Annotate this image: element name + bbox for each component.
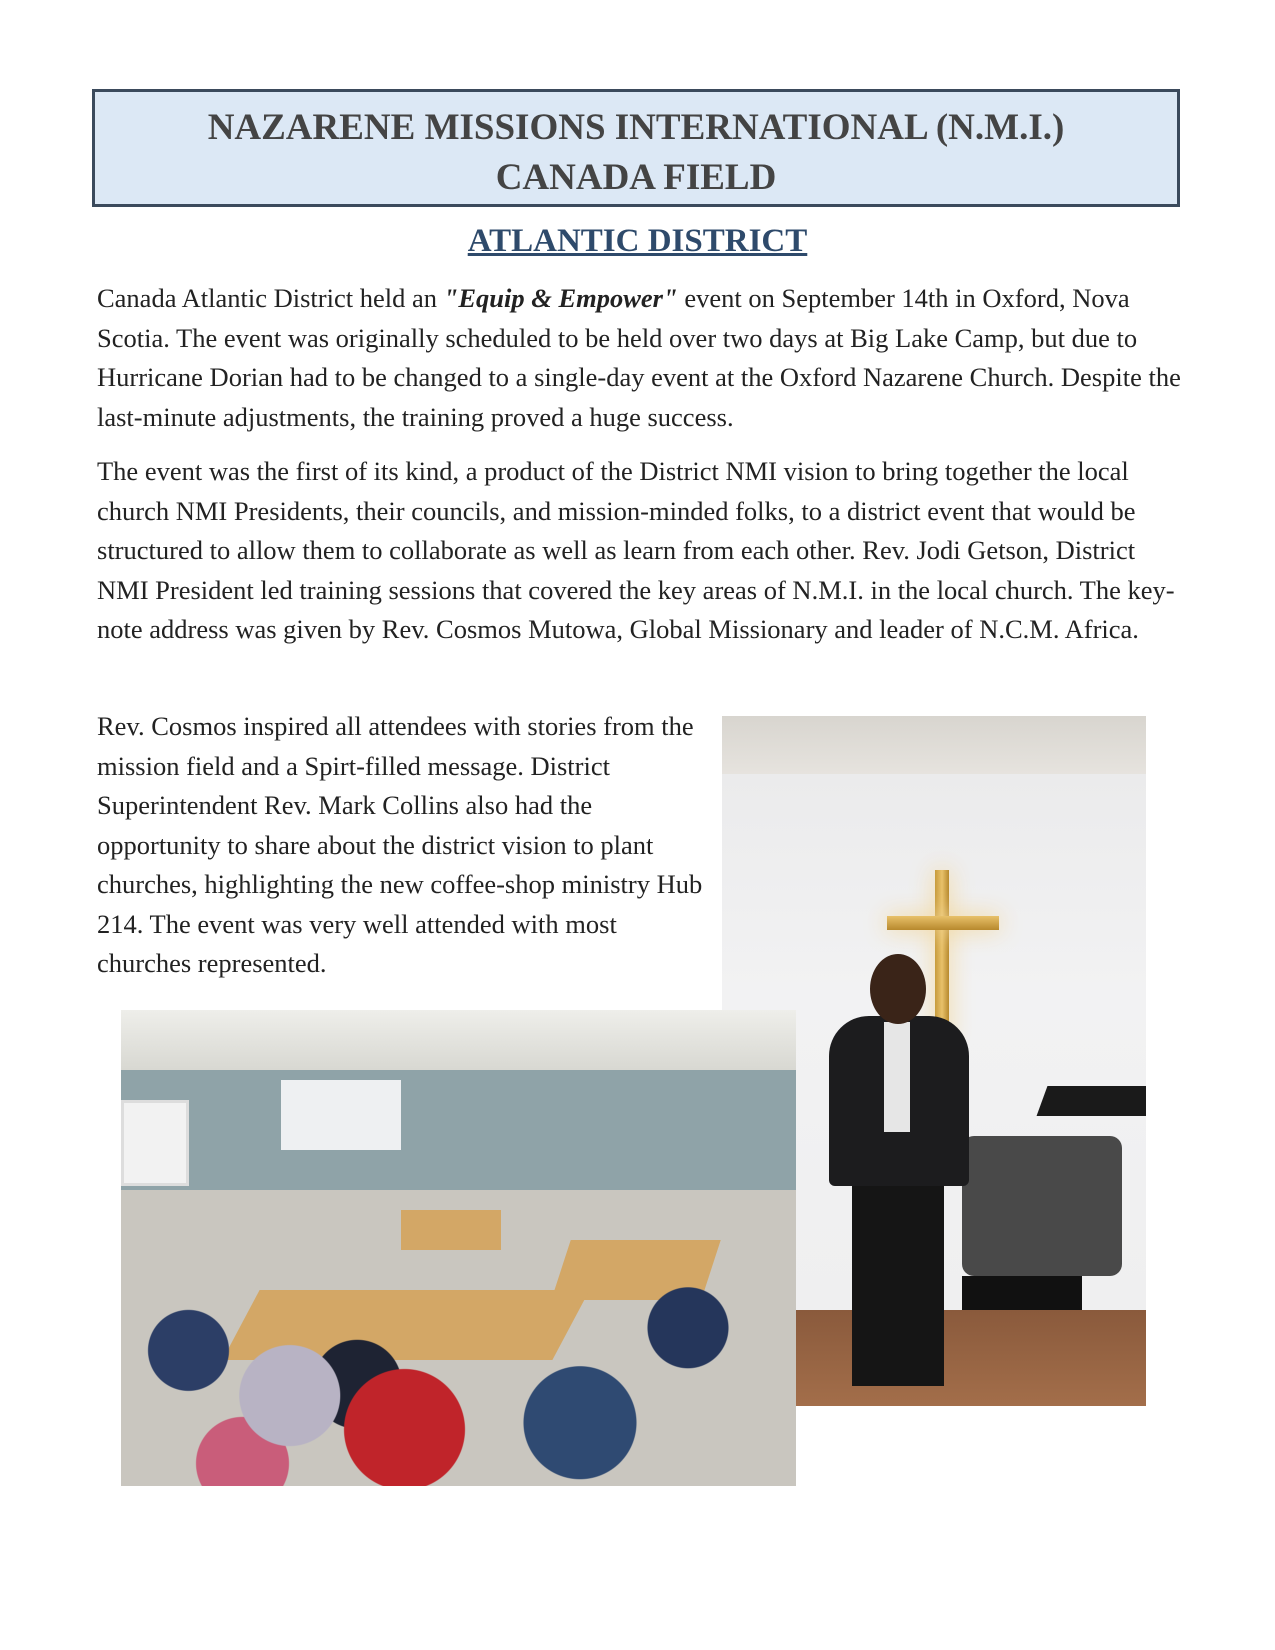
header-banner (92, 89, 1180, 207)
audience-photo (121, 1010, 796, 1486)
speaker-head (870, 954, 926, 1024)
drum-kit (962, 1136, 1122, 1276)
photo-ceiling (121, 1010, 796, 1070)
paragraph-keynote: Rev. Cosmos inspired all attendees with stories from the mission field and a Spirt-filled message. District Superintendent Rev. Mark Collins also had the opportunity to share about the district vision to plant churches, highlighting the new coffee-shop ministry Hub 214. The event was very well attended with most churches represented. (97, 711, 703, 978)
music-stand (1037, 1086, 1146, 1116)
event-name-emphasis: "Equip & Empower" (443, 283, 678, 313)
header-title-line2: CANADA FIELD (495, 157, 777, 198)
photo-ceiling (722, 716, 1146, 774)
paragraph-event-intro (97, 279, 1187, 437)
header-title-line1: NAZARENE MISSIONS INTERNATIONAL (N.M.I.) (207, 107, 1065, 148)
table (401, 1210, 501, 1250)
photo-wall (121, 1070, 796, 1190)
paragraph1-after: event on September 14th in Oxford, Nova Scotia. The event was originally scheduled to be held over two days at Big Lake Camp, but due to Hurricane Dorian had to be changed to a single-day event at the Oxford Nazarene Church. Despite the last-minute adjustments, the training proved a huge success. (97, 283, 1181, 432)
projector-screen (281, 1080, 401, 1150)
attendees (121, 1260, 796, 1486)
section-title: ATLANTIC DISTRICT (467, 223, 808, 259)
speaker-legs (852, 1176, 944, 1386)
speaker-shirt (884, 1022, 910, 1132)
cross-bar (887, 916, 999, 930)
photo-window (121, 1100, 189, 1186)
paragraph-event-details: The event was the first of its kind, a product of the District NMI vision to bring together the local church NMI Presidents, their councils, and mission-minded folks, to a district event that would be structured to allow them to collaborate as well as learn from each other. Rev. Jodi Getson, District NMI President led training sessions that covered the key areas of N.M.I. in the local church. The key-note address was given by Rev. Cosmos Mutowa, Global Missionary and leader of N.C.M. Africa. (97, 456, 1175, 644)
paragraph1-before: Canada Atlantic District held an (97, 283, 444, 313)
